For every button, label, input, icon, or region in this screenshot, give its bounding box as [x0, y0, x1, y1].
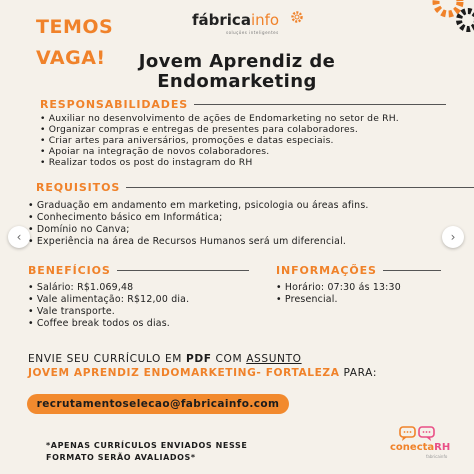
list-item: • Vale alimentação: R$12,00 dia. [28, 294, 189, 306]
list-item: • Criar artes para aniversários, promoções e datas especiais. [40, 135, 399, 146]
list-item: • Experiência na área de Recursos Humanos será um diferencial. [28, 236, 369, 248]
list-item: • Conhecimento básico em Informática; [28, 212, 369, 224]
responsabilidades-list [40, 113, 399, 168]
section-divider [194, 104, 446, 105]
requisitos-header-label: REQUISITOS [36, 181, 121, 194]
apply-line1: ENVIE SEU CURRÍCULO EM PDF COM ASSUNTO [28, 353, 302, 365]
list-item: • Salário: R$1.069,48 [28, 282, 189, 294]
list-item: • Domínio no Canva; [28, 224, 369, 236]
section-divider [117, 270, 249, 271]
requisitos-list [28, 200, 369, 248]
list-item: • Vale transporte. [28, 306, 189, 318]
apply-line2: JOVEM APRENDIZ ENDOMARKETING- FORTALEZA PARA: [28, 367, 378, 379]
responsabilidades-header-label: RESPONSABILIDADES [40, 98, 189, 111]
list-item: • Coffee break todos os dias. [28, 318, 189, 330]
beneficios-header-label: BENEFÍCIOS [28, 264, 111, 277]
informacoes-header [276, 264, 441, 277]
logo-tagline: soluções inteligentes [226, 30, 279, 35]
responsabilidades-header [40, 98, 446, 111]
logo-wordmark: fábricainfo [192, 11, 280, 29]
section-divider [126, 187, 474, 188]
email-link[interactable]: recrutamentoselecao@fabricainfo.com [27, 394, 289, 414]
chevron-right-icon: › [450, 230, 456, 244]
informacoes-header-label: INFORMAÇÕES [276, 264, 377, 277]
informacoes-list [276, 282, 401, 306]
carousel-next-button[interactable] [442, 226, 464, 248]
job-title-line1: Jovem Aprendiz de [138, 51, 336, 72]
conecta-sub: fabricainfo [426, 454, 448, 459]
footnote-line1: *APENAS CURRÍCULOS ENVIADOS NESSE [46, 441, 248, 450]
footnote-line2: FORMATO SERÃO AVALIADOS* [46, 453, 196, 462]
footnote [46, 440, 247, 464]
carousel-prev-button[interactable] [8, 226, 30, 248]
headline-line1: TEMOS [36, 16, 114, 38]
list-item: • Apoiar na integração de novos colaboradores. [40, 146, 399, 157]
headline-line2: VAGA! [36, 47, 106, 69]
conecta-wordmark: conectaRH [390, 442, 451, 453]
beneficios-list [28, 282, 189, 330]
chevron-left-icon: ‹ [16, 230, 22, 244]
list-item: • Graduação em andamento em marketing, psicologia ou áreas afins. [28, 200, 369, 212]
fabricainfo-logo [192, 10, 279, 36]
list-item: • Organizar compras e entregas de presentes para colaboradores. [40, 124, 399, 135]
apply-instructions [28, 352, 377, 380]
conecta-rh-logo [390, 426, 451, 462]
gear-icon [290, 10, 304, 24]
list-item: • Realizar todos os post do instagram do RH [40, 157, 399, 168]
list-item: • Auxiliar no desenvolvimento de ações de Endomarketing no setor de RH. [40, 113, 399, 124]
list-item: • Horário: 07:30 ás 13:30 [276, 282, 401, 294]
job-title [0, 52, 474, 92]
section-divider [383, 270, 441, 271]
list-item: • Presencial. [276, 294, 401, 306]
requisitos-header [36, 181, 474, 194]
beneficios-header [28, 264, 249, 277]
job-title-line2: Endomarketing [157, 71, 317, 92]
gears-decoration-icon [418, 0, 474, 40]
chat-bubbles-icon [398, 426, 438, 442]
